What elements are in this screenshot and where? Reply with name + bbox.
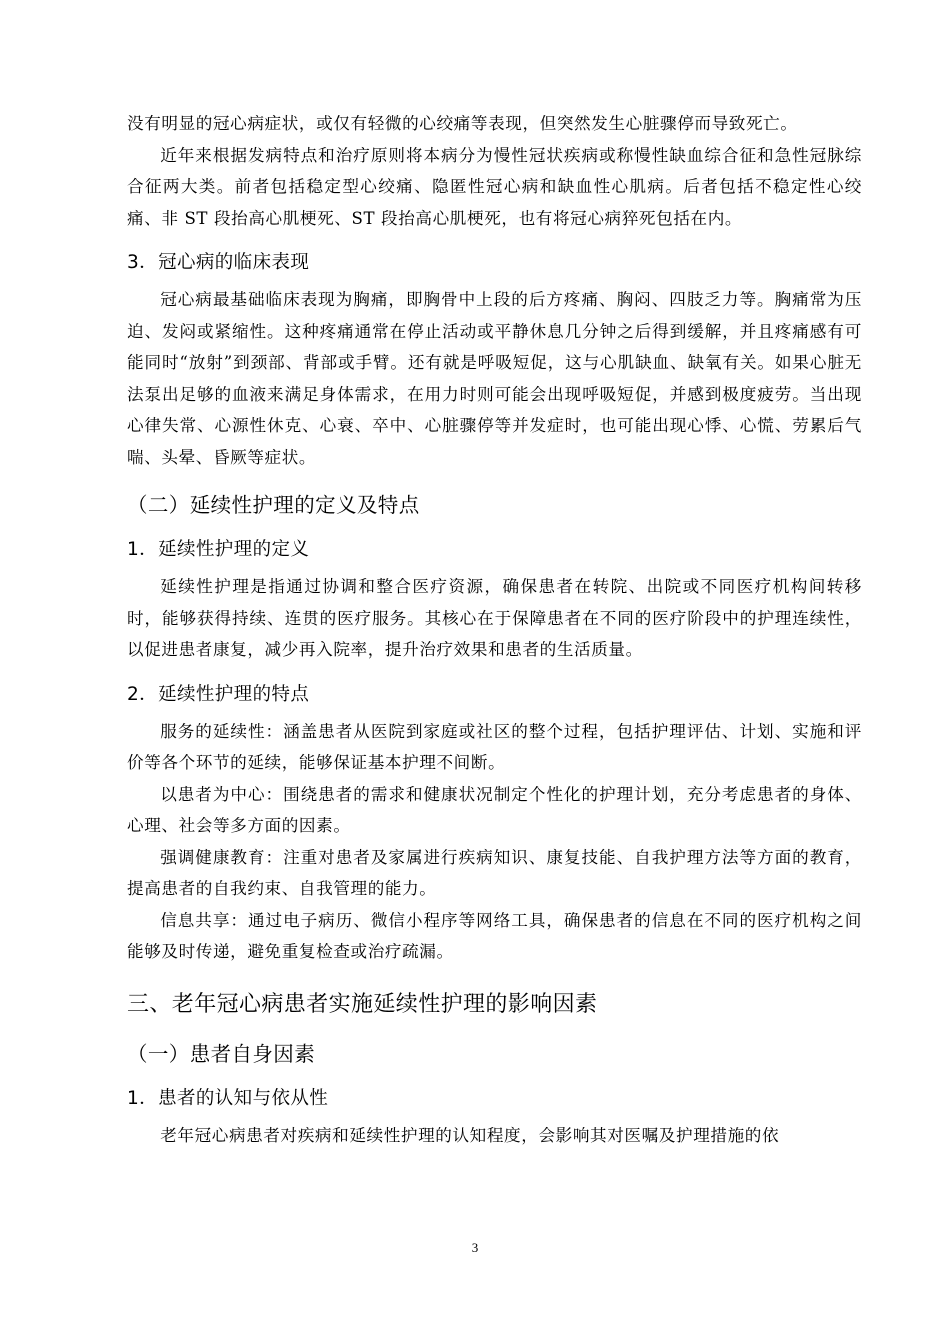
paragraph-cognition-compliance: 老年冠心病患者对疾病和延续性护理的认知程度，会影响其对医嘱及护理措施的依 [160, 1125, 780, 1145]
heading-continuous-care-definition: 1．延续性护理的定义 [127, 539, 310, 560]
paragraph-clinical-manifestations: 冠心病最基础临床表现为胸痛，即胸骨中上段的后方疼痛、胸闷、四肢乏力等。胸痛常为压迫、发闷或紧缩性。这种疼痛通常在停止活动或平静休息几分钟之后得到缓解，并且疼痛感有可能同时“放射”到颈部、背部或手臂。还有就是呼吸短促，这与心肌缺血、缺氧有关。如果心脏无法泵出足够的血液来满足身体需求，在用力时则可能会出现呼吸短促，并感到极度疲劳。当出现心律失常、心源性休克、心衰、卒中、心脏骤停等并发症时，也可能出现心悸、心慌、劳累后气喘、头晕、昏厥等症状。 [127, 290, 862, 467]
paragraph-service-continuity: 服务的延续性：涵盖患者从医院到家庭或社区的整个过程，包括护理评估、计划、实施和评价等各个环节的延续，能够保证基本护理不间断。 [127, 721, 862, 772]
paragraph-classification: 近年来根据发病特点和治疗原则将本病分为慢性冠状疾病或称慢性缺血综合征和急性冠脉综合征两大类。前者包括稳定型心绞痛、隐匿性冠心病和缺血性心肌病。后者包括不稳定性心绞痛、非 ST 段抬高心肌梗死、ST 段抬高心肌梗死，也有将冠心病猝死包括在内。 [127, 145, 862, 228]
heading-clinical-manifestations: 3．冠心病的临床表现 [127, 252, 310, 273]
heading-influencing-factors: 三、老年冠心病患者实施延续性护理的影响因素 [127, 991, 598, 1017]
paragraph-information-sharing: 信息共享：通过电子病历、微信小程序等网络工具，确保患者的信息在不同的医疗机构之间能够及时传递，避免重复检查或治疗疏漏。 [127, 910, 862, 961]
paragraph-health-education: 强调健康教育：注重对患者及家属进行疾病知识、康复技能、自我护理方法等方面的教育，提高患者的自我约束、自我管理的能力。 [127, 847, 862, 898]
page-number: 3 [471, 1240, 479, 1255]
paragraph-sudden-death: 没有明显的冠心病症状，或仅有轻微的心绞痛等表现，但突然发生心脏骤停而导致死亡。 [127, 114, 798, 133]
paragraph-continuous-care-definition: 延续性护理是指通过协调和整合医疗资源，确保患者在转院、出院或不同医疗机构间转移时，能够获得持续、连贯的医疗服务。其核心在于保障患者在不同的医疗阶段中的护理连续性，以促进患者康复，减少再入院率，提升治疗效果和患者的生活质量。 [127, 577, 862, 659]
heading-continuous-care-features: 2．延续性护理的特点 [127, 683, 310, 705]
page-content [127, 108, 862, 1151]
heading-cognition-compliance: 1．患者的认知与依从性 [127, 1087, 329, 1109]
heading-continuous-care-definition-features: （二）延续性护理的定义及特点 [127, 493, 420, 517]
paragraph-patient-centered: 以患者为中心：围绕患者的需求和健康状况制定个性化的护理计划，充分考虑患者的身体、心理、社会等多方面的因素。 [127, 784, 862, 835]
heading-patient-factors: （一）患者自身因素 [127, 1041, 316, 1066]
